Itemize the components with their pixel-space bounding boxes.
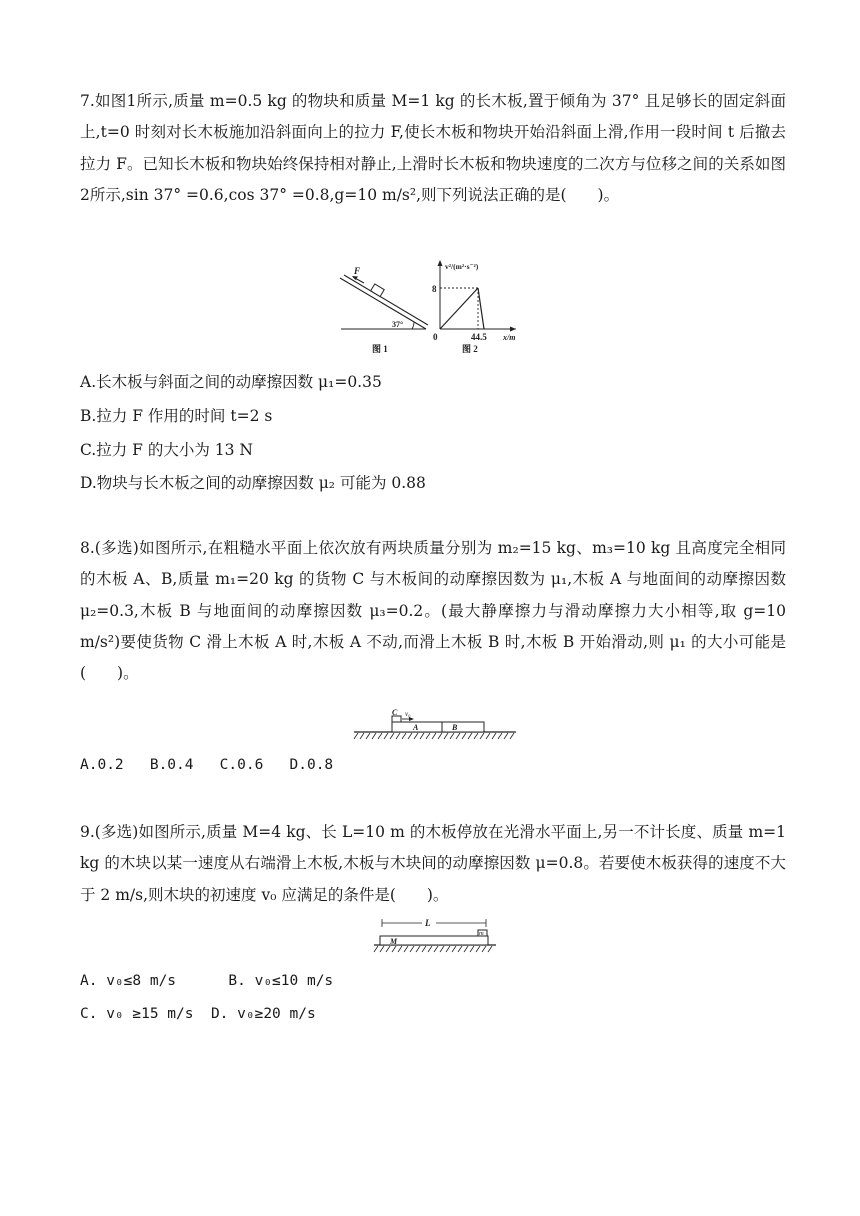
- figure-1-caption: 图 1: [372, 344, 388, 354]
- origin-label: 0: [433, 332, 438, 342]
- label-b: B: [452, 723, 458, 732]
- label-board-mass: M: [390, 937, 398, 946]
- q7-option-a[interactable]: A.长木板与斜面之间的动摩擦因数 μ₁=0.35: [80, 373, 382, 391]
- angle-label: 37°: [392, 320, 404, 329]
- question-9-figure: [370, 916, 500, 958]
- v-squared-x-graph: [432, 260, 516, 354]
- q7-option-d[interactable]: D.物块与长木板之间的动摩擦因数 μ₂ 可能为 0.88: [80, 474, 426, 492]
- label-length: L: [425, 918, 431, 928]
- label-c: C: [392, 708, 398, 717]
- question-7-stem: 7.如图1所示,质量 m=0.5 kg 的物块和质量 M=1 kg 的长木板,置于倾角为 37° 且足够长的固定斜面上,t=0 时刻对长木板施加沿斜面向上的拉力 F,使长木板和物块开始沿斜面上滑,作用一段时间 t 后撤去拉力 F。已知长木板和物块始终保持相对静止,上滑时长木板和物块速度的二次方与位移之间的关系如图2所示,sin 37° =0.6,cos 37° =0.8,g=10 m/s²,则下列说法正确的是( )。: [80, 92, 786, 204]
- label-v0: v₀: [405, 710, 411, 718]
- q7-option-b[interactable]: B.拉力 F 作用的时间 t=2 s: [80, 407, 273, 425]
- incline-diagram: [340, 266, 428, 354]
- question-8-stem: 8.(多选)如图所示,在粗糙水平面上依次放有两块质量分别为 m₂=15 kg、m₃=10 kg 且高度完全相同的木板 A、B,质量 m₁=20 kg 的货物 C 与木板间的动摩擦因数为 μ₁,木板 A 与地面间的动摩擦因数 μ₂=0.3,木板 B 与地面间的动摩擦因数 μ₃=0.2。(最大静摩擦力与滑动摩擦力大小相等,取 g=10 m/s²)要使货物 C 滑上木板 A 时,木板 A 不动,而滑上木板 B 时,木板 B 开始滑动,则 μ₁ 的大小可能是( )。: [80, 539, 786, 683]
- label-a: A: [413, 723, 419, 732]
- q7-option-c[interactable]: C.拉力 F 的大小为 13 N: [80, 441, 253, 459]
- x-axis-label: x/m: [503, 333, 516, 342]
- q9-options-row-1[interactable]: A. v₀≤8 m/s B. v₀≤10 m/s: [80, 973, 334, 989]
- force-label: F: [354, 266, 361, 276]
- question-9-stem: 9.(多选)如图所示,质量 M=4 kg、长 L=10 m 的木板停放在光滑水平面上,另一不计长度、质量 m=1 kg 的木块以某一速度从右端滑上木板,木板与木块间的动摩擦因数 μ=0.8。若要使木板获得的速度不大于 2 m/s,则木块的初速度 v₀ 应满足的条件是( )。: [80, 823, 786, 904]
- x-tick-label: 44.5: [471, 332, 487, 342]
- q9-options-row-2[interactable]: C. v₀ ≥15 m/s D. v₀≥20 m/s: [80, 1006, 316, 1022]
- figure-2-caption: 图 2: [462, 344, 478, 354]
- question-8-figure: [352, 708, 518, 744]
- question-7-figures: [338, 256, 530, 358]
- y-tick-label: 8: [432, 284, 437, 294]
- y-axis-label: v²/(m²·s⁻²): [445, 262, 479, 271]
- q8-options[interactable]: A.0.2 B.0.4 C.0.6 D.0.8: [80, 757, 334, 773]
- label-block-mass: m: [479, 930, 484, 937]
